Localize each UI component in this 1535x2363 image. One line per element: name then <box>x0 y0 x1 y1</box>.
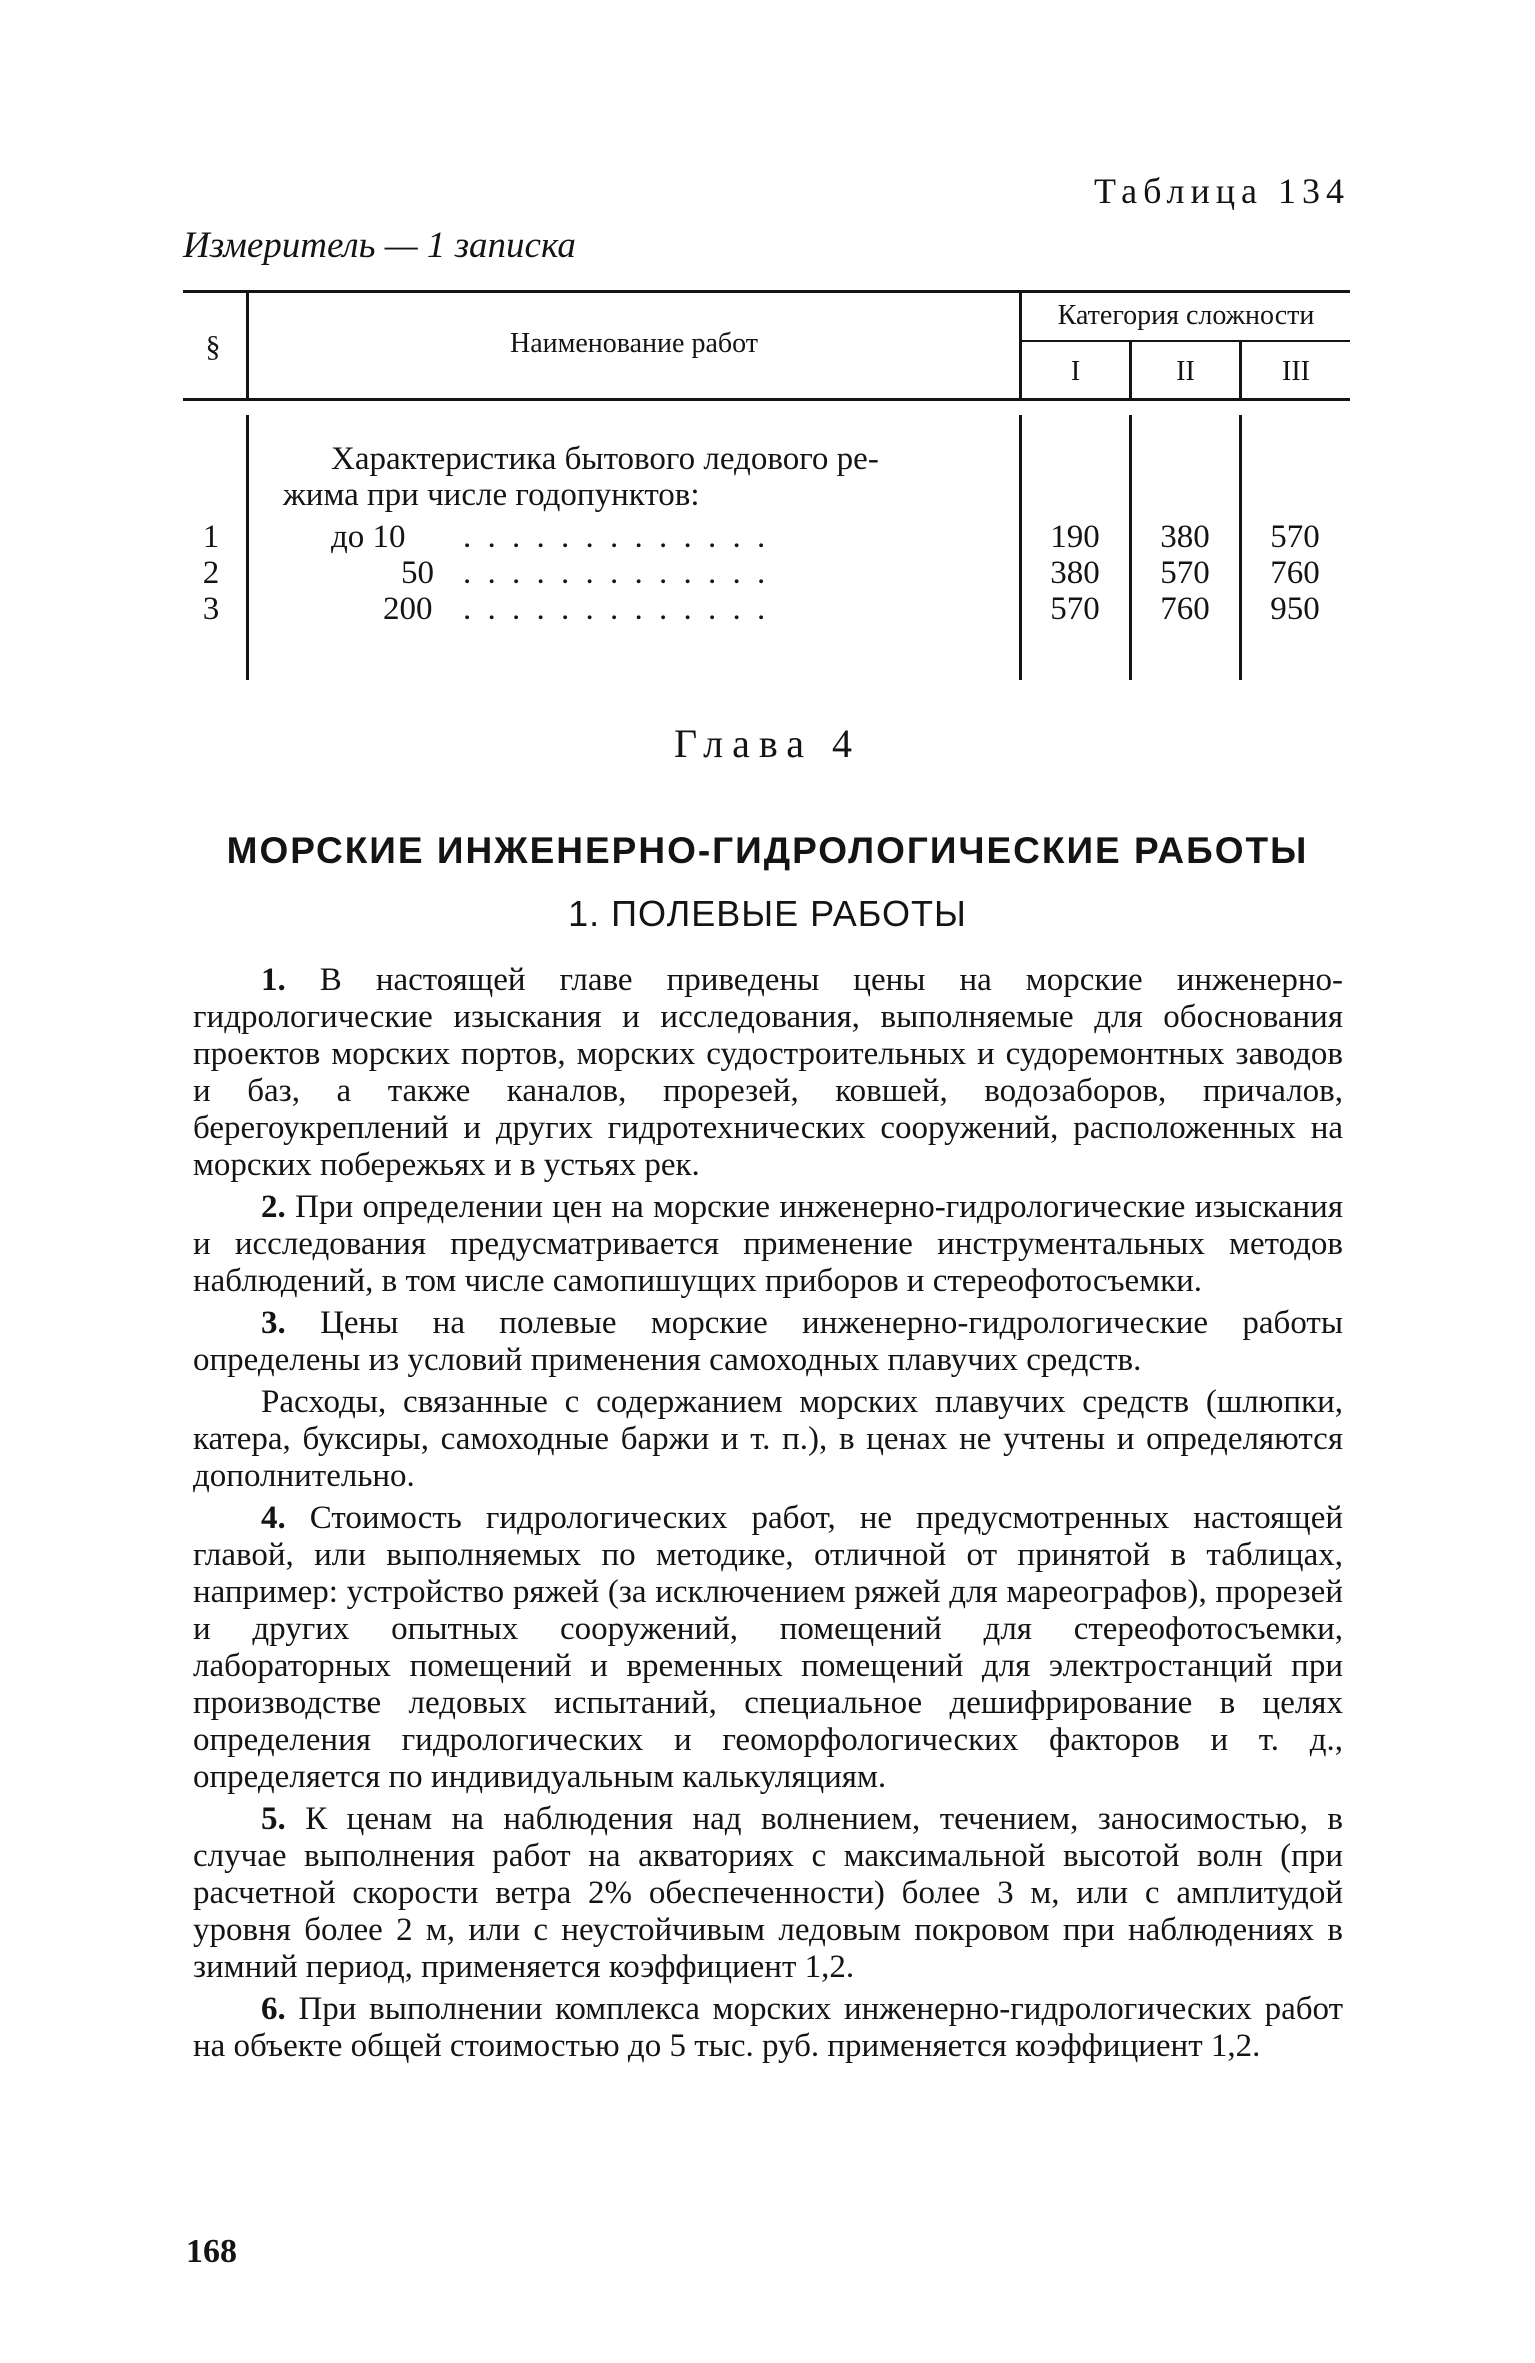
price-table <box>183 290 1350 680</box>
col-category-header: Категория сложности <box>1057 300 1315 331</box>
row-3-leader: . . . . . . . . . . . . . <box>463 591 770 627</box>
row-3-cat-3: 950 <box>1270 591 1320 627</box>
row-1-section: 1 <box>202 519 220 555</box>
paragraph-number: 3. <box>261 1305 286 1341</box>
body-vline-1 <box>246 415 249 680</box>
row-3-cat-2: 760 <box>1160 591 1210 627</box>
chapter-title: МОРСКИЕ ИНЖЕНЕРНО-ГИДРОЛОГИЧЕСКИЕ РАБОТЫ <box>226 830 1309 871</box>
row-3-cat-1: 570 <box>1050 591 1100 627</box>
page-number: 168 <box>186 2233 237 2270</box>
row-2-cat-2: 570 <box>1160 555 1210 591</box>
section-title: 1. ПОЛЕВЫЕ РАБОТЫ <box>568 893 967 934</box>
col-name-header: Наименование работ <box>510 328 758 359</box>
chapter-heading: Глава 4 <box>674 721 861 766</box>
col-cat-1-header: I <box>1070 356 1081 387</box>
paragraph-3-continued <box>193 1384 1343 1495</box>
paragraph-text: Стоимость гидрологических работ, не предусмотренных настоящей главой, или выполняемых по методике, отличной от принятой в таблицах, например: устройство ряжей (за исключением ряжей для мареографов), прорезей и других опытных сооружений, помещений для стереофотосъемки, лабораторных помещений и временных помещений для электростанций при производстве ледовых испытаний, специальное дешифрирование в целях определения гидрологических и геоморфологических факторов и т. д., определяется по индивидуальным калькуляциям. <box>193 1500 1344 1795</box>
row-2-leader: . . . . . . . . . . . . . <box>463 555 770 591</box>
paragraph-text: В настоящей главе приведены цены на морские инженерно-гидрологические изыскания и исследования, выполняемые для обоснования проектов морских портов, морских судостроительных и судоремонтных заводов и баз, а также каналов, прорезей, ковшей, водозаборов, причалов, берегоукреплений и других гидротехнических сооружений, расположенных на морских побережьях и в устьях рек. <box>193 962 1343 1183</box>
paragraph-1 <box>193 962 1343 1184</box>
paragraph-5 <box>193 1801 1343 1986</box>
paragraph-3 <box>193 1305 1343 1379</box>
paragraph-number: 1. <box>261 962 286 998</box>
table-intro-line-2: жима при числе годопунктов: <box>283 477 700 513</box>
col-cat-2-header: II <box>1176 356 1195 387</box>
row-1-cat-3: 570 <box>1270 519 1320 555</box>
row-2-cat-1: 380 <box>1050 555 1100 591</box>
category-divider <box>1019 340 1350 342</box>
table-top-rule <box>183 290 1350 293</box>
header-bottom-rule <box>183 398 1350 401</box>
paragraph-text: При выполнении комплекса морских инженерно-гидрологических работ на объекте общей стоимостью до 5 тыс. руб. применяется коэффициент 1,2. <box>193 1991 1344 2064</box>
paragraph-text: К ценам на наблюдения над волнением, течением, заносимостью, в случае выполнения работ на акваториях с максимальной высотой волн (при расчетной скорости ветра 2% обеспеченности) более 3 м, или с амплитудой уровня более 2 м, или с неустойчивым ледовым покровом при наблюдениях в зимний период, применяется коэффициент 1,2. <box>193 1801 1344 1985</box>
paragraph-text: Цены на полевые морские инженерно-гидрологические работы определены из условий применения самоходных плавучих средств. <box>193 1305 1343 1378</box>
col-section-header: § <box>205 330 221 363</box>
row-1-cat-2: 380 <box>1160 519 1210 555</box>
paragraph-text: Расходы, связанные с содержанием морских плавучих средств (шлюпки, катера, буксиры, самоходные баржи и т. п.), в ценах не учтены и определяются дополнительно. <box>193 1384 1343 1494</box>
paragraph-number: 6. <box>261 1991 286 2027</box>
paragraph-number: 4. <box>261 1500 286 1536</box>
paragraph-number: 2. <box>261 1189 286 1225</box>
body-text <box>193 962 1343 2070</box>
row-3-label: 200 <box>383 591 433 627</box>
paragraph-4 <box>193 1500 1343 1796</box>
paragraph-2 <box>193 1189 1343 1300</box>
row-2-cat-3: 760 <box>1270 555 1320 591</box>
table-intro-line-1: Характеристика бытового ледового ре- <box>331 441 879 477</box>
paragraph-6 <box>193 1991 1343 2065</box>
table-label: Таблица 134 <box>1094 171 1350 211</box>
col-cat-3-header: III <box>1282 356 1310 387</box>
row-2-section: 2 <box>202 555 220 591</box>
paragraph-number: 5. <box>261 1801 286 1837</box>
row-1-leader: . . . . . . . . . . . . . <box>463 519 770 555</box>
measure-unit: Измеритель — 1 записка <box>183 225 576 266</box>
row-1-label: до 10 <box>331 519 406 555</box>
row-3-section: 3 <box>202 591 220 627</box>
row-1-cat-1: 190 <box>1050 519 1100 555</box>
paragraph-text: При определении цен на морские инженерно-гидрологические изыскания и исследования предусматривается применение инструментальных методов наблюдений, в том числе самопишущих приборов и стереофотосъемки. <box>193 1189 1344 1299</box>
row-2-label: 50 <box>401 555 434 591</box>
